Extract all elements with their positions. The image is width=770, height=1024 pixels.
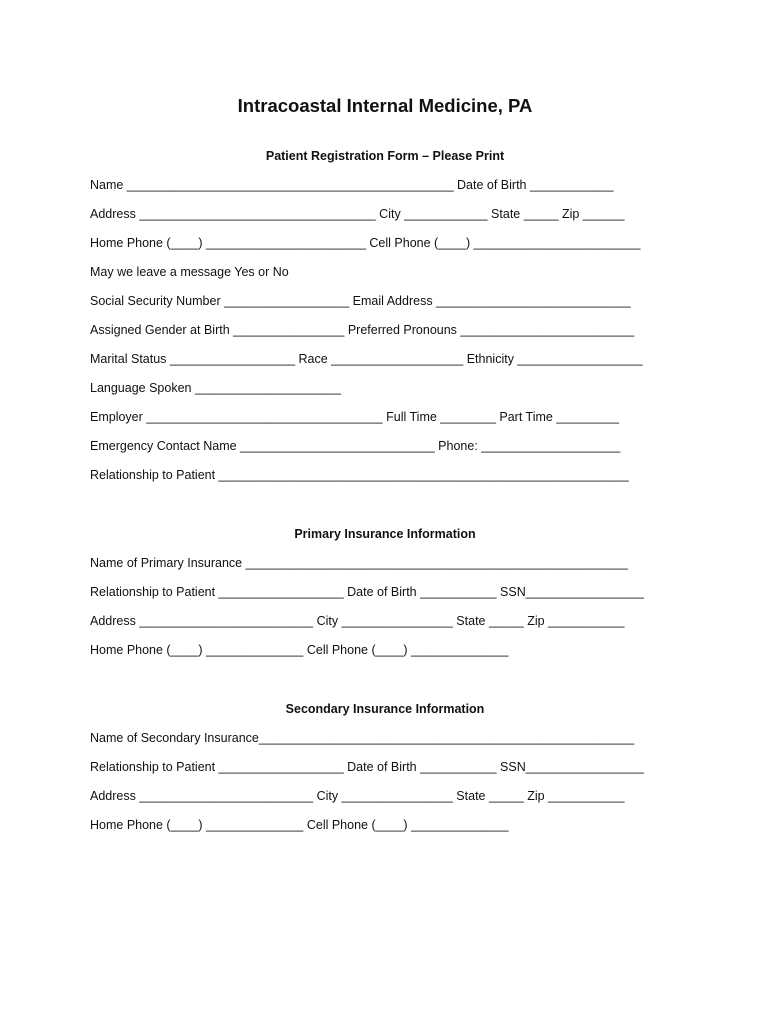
employer-field-line[interactable]: Employer __________________________________ Full Time ________ Part Time _________ bbox=[90, 410, 619, 424]
secondary-address-line[interactable]: Address _________________________ City ________________ State _____ Zip ___________ bbox=[90, 789, 625, 803]
secondary-phone-line[interactable]: Home Phone (____) ______________ Cell Phone (____) ______________ bbox=[90, 818, 509, 832]
primary-insurance-heading: Primary Insurance Information bbox=[294, 527, 476, 541]
name-field-line[interactable]: Name _______________________________________________ Date of Birth ____________ bbox=[90, 178, 614, 192]
clinic-title: Intracoastal Internal Medicine, PA bbox=[237, 95, 533, 116]
form-heading: Patient Registration Form – Please Print bbox=[265, 149, 505, 163]
secondary-insurance-heading: Secondary Insurance Information bbox=[285, 702, 485, 716]
language-field-line[interactable]: Language Spoken _____________________ bbox=[90, 381, 341, 395]
relationship-field-line[interactable]: Relationship to Patient ___________________________________________________________ bbox=[90, 468, 629, 482]
phone-field-line[interactable]: Home Phone (____) _______________________ Cell Phone (____) ________________________ bbox=[90, 236, 641, 250]
secondary-insurance-name-line[interactable]: Name of Secondary Insurance______________________________________________________ bbox=[90, 731, 635, 745]
primary-relationship-dob-ssn-line[interactable]: Relationship to Patient __________________ Date of Birth ___________ SSN_________________ bbox=[90, 585, 644, 599]
message-permission-line[interactable]: May we leave a message Yes or No bbox=[90, 265, 289, 279]
marital-race-ethnicity-field-line[interactable]: Marital Status __________________ Race ___________________ Ethnicity __________________ bbox=[90, 352, 643, 366]
ssn-email-field-line[interactable]: Social Security Number __________________ Email Address ____________________________ bbox=[90, 294, 631, 308]
emergency-contact-field-line[interactable]: Emergency Contact Name ____________________________ Phone: ____________________ bbox=[90, 439, 621, 453]
gender-pronouns-field-line[interactable]: Assigned Gender at Birth ________________ Preferred Pronouns _________________________ bbox=[90, 323, 635, 337]
primary-address-line[interactable]: Address _________________________ City ________________ State _____ Zip ___________ bbox=[90, 614, 625, 628]
address-field-line[interactable]: Address __________________________________ City ____________ State _____ Zip ______ bbox=[90, 207, 625, 221]
secondary-relationship-dob-ssn-line[interactable]: Relationship to Patient __________________ Date of Birth ___________ SSN_________________ bbox=[90, 760, 644, 774]
primary-insurance-name-line[interactable]: Name of Primary Insurance _______________________________________________________ bbox=[90, 556, 628, 570]
primary-phone-line[interactable]: Home Phone (____) ______________ Cell Phone (____) ______________ bbox=[90, 643, 509, 657]
